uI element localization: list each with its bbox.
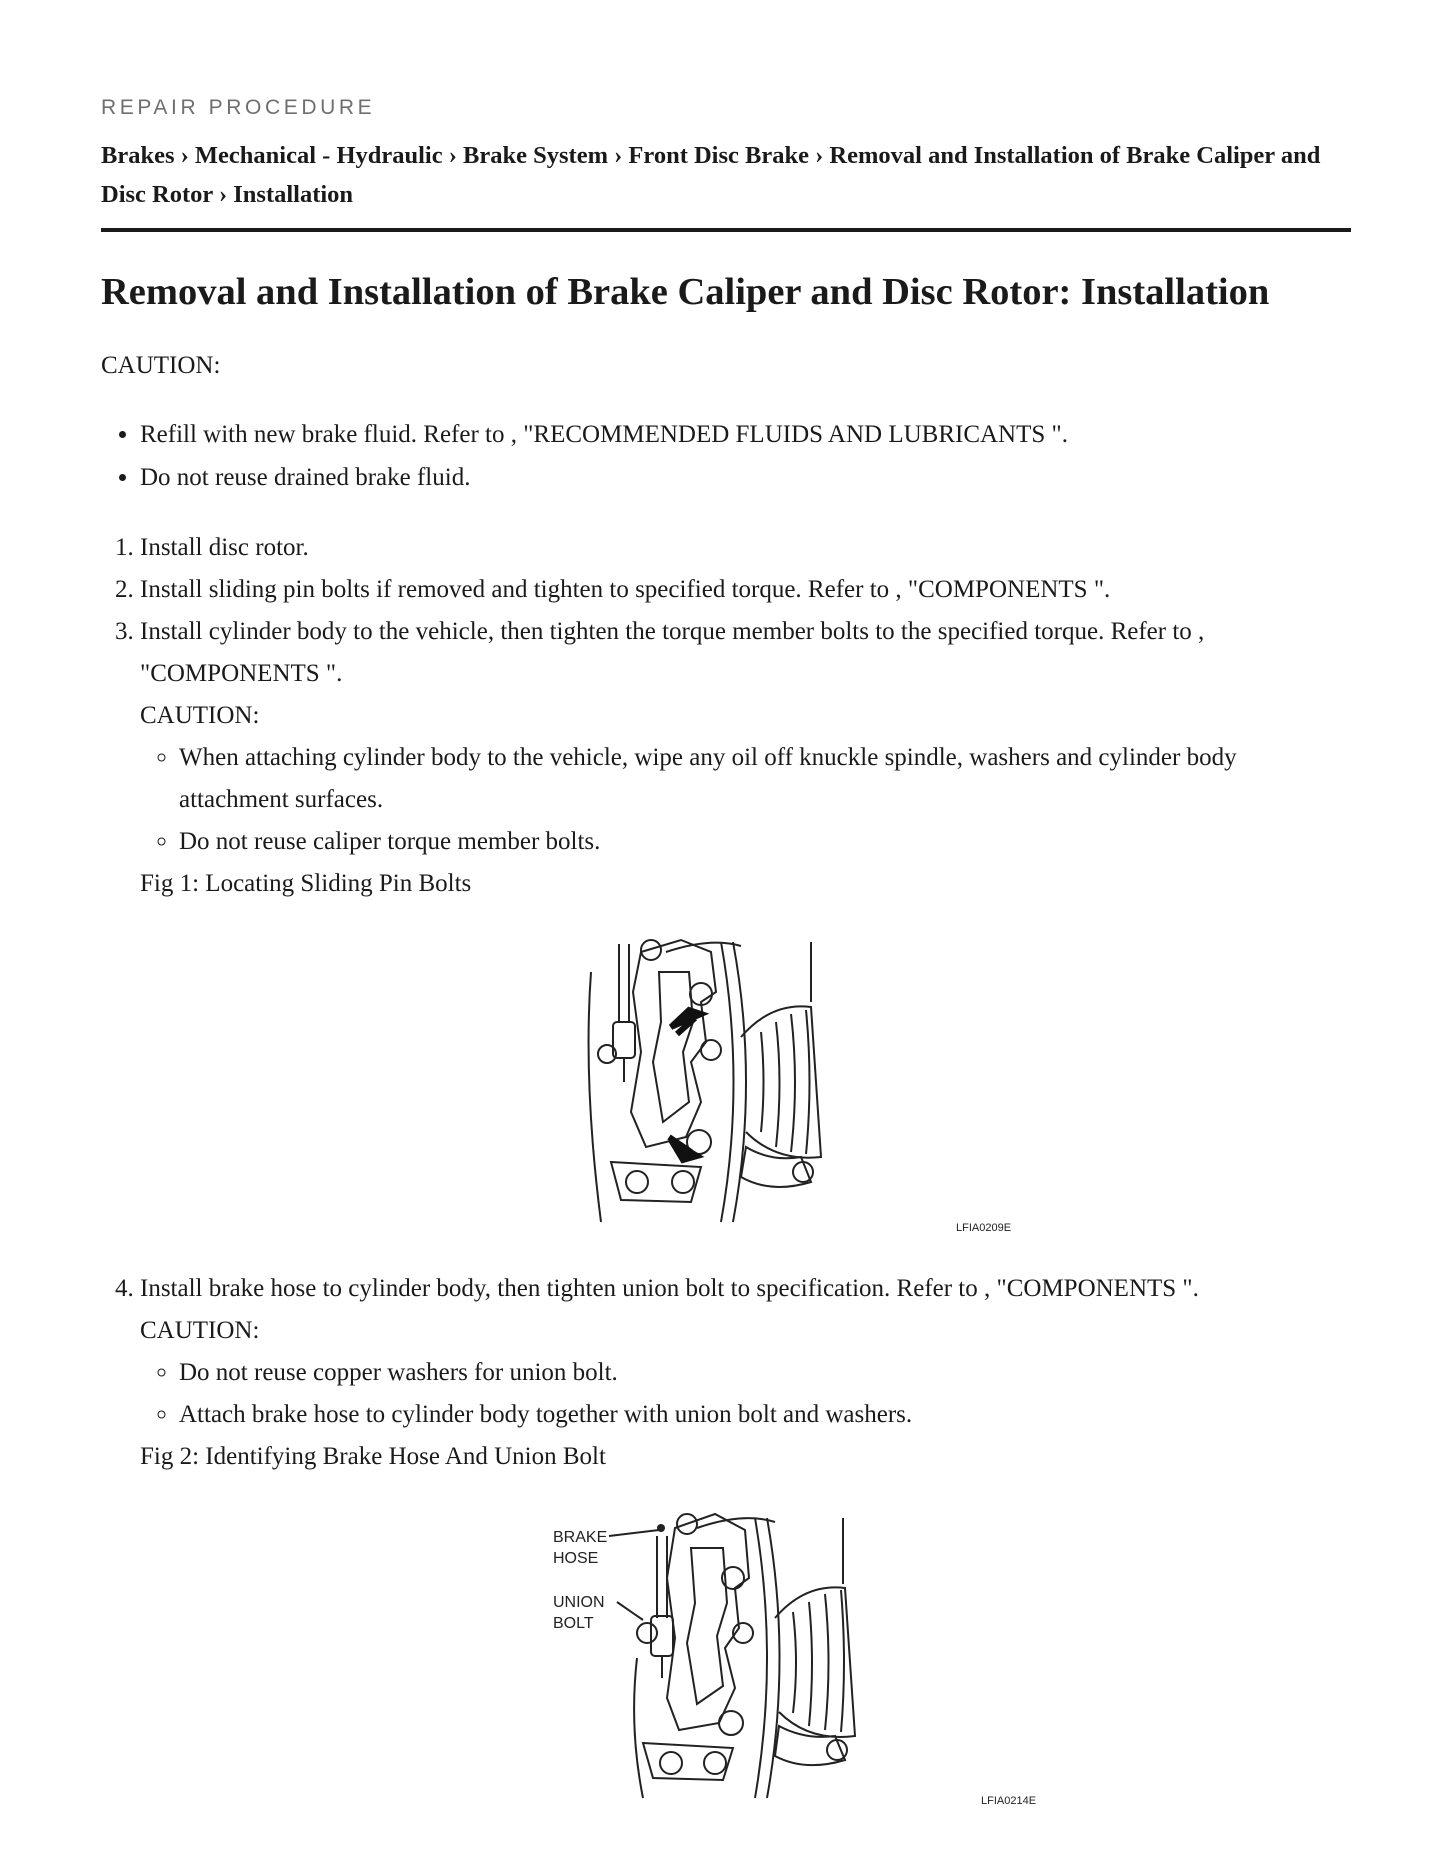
step-item — [140, 1268, 1351, 1478]
caution-sublist — [140, 737, 1351, 863]
step-item: 2. Install sliding pin bolts if removed and tighten to specified torque. Refer to , "COMPONENTS ". — [140, 569, 1351, 611]
caliper-figure-2 — [547, 1508, 1047, 1808]
step-item: 1. Install disc rotor. — [140, 527, 1351, 569]
breadcrumb-item[interactable]: Brakes — [101, 142, 175, 169]
page-title: Removal and Installation of Brake Caliper and Disc Rotor: Installation — [101, 271, 1270, 313]
figure-label-brake-hose: BRAKE — [553, 1529, 608, 1546]
caution-item: • Refill with new brake fluid. Refer to , "RECOMMENDED FLUIDS AND LUBRICANTS ". — [140, 413, 1068, 456]
breadcrumb-item[interactable]: Front Disc Brake — [628, 142, 809, 169]
caution-subitem: ◦ Do not reuse copper washers for union bolt. — [179, 1352, 1351, 1394]
step-text: Install brake hose to cylinder body, then tighten union bolt to specification. Refer to , "COMPONENTS ". — [140, 1275, 1199, 1302]
caution-label: CAUTION: — [140, 702, 260, 729]
caution-subitem: ◦ Do not reuse caliper torque member bolts. — [179, 821, 1351, 863]
header-divider — [101, 228, 1351, 232]
breadcrumb-separator: › — [180, 142, 195, 169]
caution-item: • Do not reuse drained brake fluid. — [140, 456, 1068, 499]
figure-caption: Fig 1: Locating Sliding Pin Bolts — [140, 870, 472, 897]
figure-code: LFIA0214E — [981, 1795, 1037, 1807]
figure-caption: Fig 2: Identifying Brake Hose And Union Bolt — [140, 1443, 606, 1470]
caution-subitem: ◦ Attach brake hose to cylinder body together with union bolt and washers. — [179, 1394, 1351, 1436]
figure-label-brake-hose: HOSE — [553, 1550, 599, 1567]
step-item — [140, 611, 1351, 905]
steps-list-continued — [101, 1268, 1351, 1478]
breadcrumb — [101, 136, 1351, 214]
caution-label: CAUTION: — [101, 352, 221, 379]
breadcrumb-item[interactable]: Mechanical - Hydraulic — [194, 142, 443, 169]
figure-code: LFIA0209E — [956, 1222, 1012, 1232]
caution-sublist — [140, 1352, 1351, 1436]
caution-list — [101, 413, 1068, 499]
section-kicker: REPAIR PROCEDURE — [101, 96, 376, 119]
caution-subitem: ◦ When attaching cylinder body to the vehicle, wipe any oil off knuckle spindle, washers and cylinder body attachment surfaces. — [179, 737, 1351, 821]
breadcrumb-item[interactable]: Brake System — [463, 142, 608, 169]
figure-label-union-bolt: BOLT — [553, 1615, 594, 1632]
breadcrumb-item[interactable]: Removal and Installation of Brake Caliper and Disc Rotor — [101, 142, 1321, 208]
caliper-figure-1 — [571, 932, 1021, 1232]
breadcrumb-item-current[interactable]: Installation — [233, 181, 354, 208]
breadcrumb-separator: › — [815, 142, 830, 169]
caution-label: CAUTION: — [140, 1317, 260, 1344]
steps-list — [101, 527, 1351, 905]
breadcrumb-separator: › — [218, 181, 234, 208]
figure-label-union-bolt: UNION — [553, 1594, 605, 1611]
breadcrumb-separator: › — [614, 142, 629, 169]
step-text: Install cylinder body to the vehicle, then tighten the torque member bolts to the specified torque. Refer to , "COMPONENTS ". — [140, 618, 1205, 687]
breadcrumb-separator: › — [448, 142, 464, 169]
